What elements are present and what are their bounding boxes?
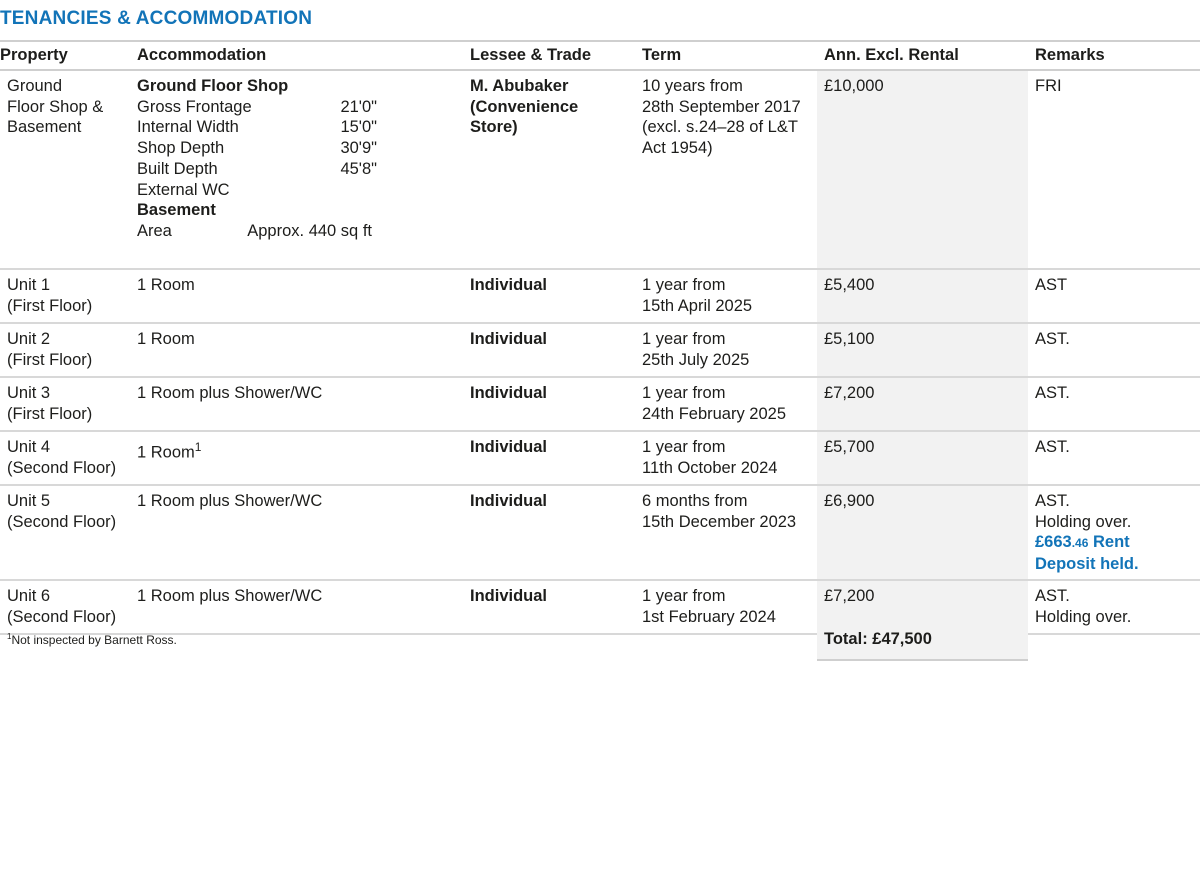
accommodation-line <box>137 97 463 118</box>
deposit-amount: £663 <box>1035 533 1072 552</box>
footnote-marker: 1 <box>194 440 202 454</box>
property-cell <box>0 431 130 485</box>
section-title: TENANCIES & ACCOMMODATION <box>0 8 313 29</box>
footnote <box>7 632 177 647</box>
lessee-cell <box>463 70 635 269</box>
header-term: Term <box>635 42 817 70</box>
footnote-mark: 1 <box>7 632 12 641</box>
remarks-line: Holding over. <box>1035 512 1132 531</box>
property-cell <box>0 269 130 323</box>
area-value: Approx. 440 sq ft <box>247 221 372 240</box>
remarks-line: Holding over. <box>1035 607 1132 626</box>
property-line: (Second Floor) <box>7 607 117 626</box>
lessee-line: M. Abubaker <box>470 77 569 95</box>
dimension-value: 15'0" <box>340 118 377 137</box>
term-cell <box>635 580 817 634</box>
accommodation-cell: 1 Room <box>130 269 463 323</box>
dimension-value: 30'9" <box>340 139 377 158</box>
accommodation-cell <box>130 431 463 485</box>
rental-cell: £7,200 <box>817 580 1028 634</box>
term-line: 1 year from <box>642 438 726 456</box>
accommodation-line <box>137 221 463 242</box>
property-line: Floor Shop & <box>7 97 104 116</box>
rental-cell: £5,100 <box>817 323 1028 377</box>
property-line: (Second Floor) <box>7 458 117 477</box>
accommodation-cell: 1 Room plus Shower/WC <box>130 580 463 634</box>
lessee-cell: Individual <box>463 269 635 323</box>
lessee-cell: Individual <box>463 580 635 634</box>
remarks-line: AST <box>1035 276 1068 294</box>
rental-cell: £5,400 <box>817 269 1028 323</box>
property-line: Basement <box>7 118 82 137</box>
dimension-label: Internal Width <box>137 118 239 137</box>
term-cell <box>635 485 817 580</box>
term-line: 24th February 2025 <box>642 404 787 423</box>
header-row <box>0 42 1200 70</box>
term-cell <box>635 431 817 485</box>
table-row <box>0 377 1200 431</box>
property-cell <box>0 580 130 634</box>
term-cell <box>635 323 817 377</box>
table-row <box>0 323 1200 377</box>
dimension-label: Shop Depth <box>137 139 225 158</box>
term-line: 11th October 2024 <box>642 458 778 477</box>
dimension-label: Built Depth <box>137 159 218 178</box>
dimension-value: 21'0" <box>340 97 377 116</box>
remarks-cell: FRI <box>1028 70 1200 269</box>
term-line: 1st February 2024 <box>642 607 776 626</box>
property-cell <box>0 485 130 580</box>
accommodation-cell <box>130 70 463 269</box>
lessee-line: (Convenience <box>470 97 579 116</box>
tenancy-table <box>0 42 1200 635</box>
remarks-cell <box>1028 377 1200 431</box>
property-line: Unit 2 <box>7 330 51 348</box>
term-cell <box>635 70 817 269</box>
table-row <box>0 431 1200 485</box>
term-cell <box>635 269 817 323</box>
accommodation-cell: 1 Room plus Shower/WC <box>130 377 463 431</box>
term-line: 1 year from <box>642 587 726 605</box>
rent-deposit-note <box>1035 532 1200 554</box>
property-cell <box>0 70 130 269</box>
remarks-line: AST. <box>1035 384 1070 402</box>
accommodation-line <box>137 159 463 180</box>
lessee-cell: Individual <box>463 431 635 485</box>
property-cell <box>0 377 130 431</box>
lessee-cell: Individual <box>463 485 635 580</box>
accommodation-line <box>137 138 463 159</box>
term-line: 1 year from <box>642 384 726 402</box>
remarks-cell <box>1028 485 1200 580</box>
accommodation-heading: Ground Floor Shop <box>137 77 289 95</box>
property-line: (First Floor) <box>7 350 93 369</box>
header-remarks: Remarks <box>1028 42 1200 70</box>
accommodation-heading: Basement <box>137 201 216 220</box>
rent-deposit-note-line2: Deposit held. <box>1035 555 1139 574</box>
rental-cell: £10,000 <box>817 70 1028 269</box>
remarks-line: AST. <box>1035 587 1070 605</box>
header-accommodation: Accommodation <box>130 42 463 70</box>
term-line: 15th April 2025 <box>642 296 753 315</box>
accommodation-text: 1 Room <box>137 443 195 462</box>
table-row <box>0 269 1200 323</box>
term-line: 1 year from <box>642 276 726 294</box>
remarks-cell <box>1028 431 1200 485</box>
property-line: Unit 6 <box>7 587 51 605</box>
property-line: Unit 3 <box>7 384 51 402</box>
term-line: Act 1954) <box>642 139 713 158</box>
accommodation-extra: External WC <box>137 180 230 199</box>
term-line: 1 year from <box>642 330 726 348</box>
term-line: 6 months from <box>642 492 748 510</box>
lessee-cell: Individual <box>463 377 635 431</box>
accommodation-line <box>137 117 463 138</box>
total-box <box>817 622 1028 661</box>
rental-cell: £5,700 <box>817 431 1028 485</box>
remarks-cell <box>1028 269 1200 323</box>
header-rental: Ann. Excl. Rental <box>817 42 1028 70</box>
accommodation-cell: 1 Room <box>130 323 463 377</box>
property-line: Unit 4 <box>7 438 51 456</box>
property-line: (Second Floor) <box>7 512 117 531</box>
accommodation-cell: 1 Room plus Shower/WC <box>130 485 463 580</box>
remarks-cell <box>1028 580 1200 634</box>
total-rental: Total: £47,500 <box>824 630 932 648</box>
term-line: (excl. s.24–28 of L&T <box>642 118 798 137</box>
remarks-cell <box>1028 323 1200 377</box>
lessee-cell: Individual <box>463 323 635 377</box>
remarks-line: AST. <box>1035 330 1070 348</box>
term-line: 15th December 2023 <box>642 512 797 531</box>
term-line: 10 years from <box>642 77 743 95</box>
property-line: Ground <box>7 77 63 95</box>
rental-cell: £6,900 <box>817 485 1028 580</box>
dimension-label: Gross Frontage <box>137 97 252 116</box>
deposit-text: Rent <box>1088 533 1130 552</box>
dimension-value: 45'8" <box>340 159 377 178</box>
rental-cell: £7,200 <box>817 377 1028 431</box>
remarks-line: AST. <box>1035 438 1070 456</box>
term-line: 25th July 2025 <box>642 350 750 369</box>
property-line: Unit 1 <box>7 276 51 294</box>
deposit-pence: .46 <box>1071 536 1089 551</box>
footnote-text: Not inspected by Barnett Ross. <box>11 633 177 647</box>
header-lessee: Lessee & Trade <box>463 42 635 70</box>
area-label: Area <box>137 221 172 240</box>
property-line: (First Floor) <box>7 404 93 423</box>
table-row <box>0 485 1200 580</box>
property-cell <box>0 323 130 377</box>
property-line: (First Floor) <box>7 296 93 315</box>
header-property: Property <box>0 42 130 70</box>
remarks-line: AST. <box>1035 492 1070 510</box>
table-row <box>0 70 1200 269</box>
lessee-line: Store) <box>470 118 518 137</box>
term-line: 28th September 2017 <box>642 97 801 116</box>
property-line: Unit 5 <box>7 492 51 510</box>
term-cell <box>635 377 817 431</box>
